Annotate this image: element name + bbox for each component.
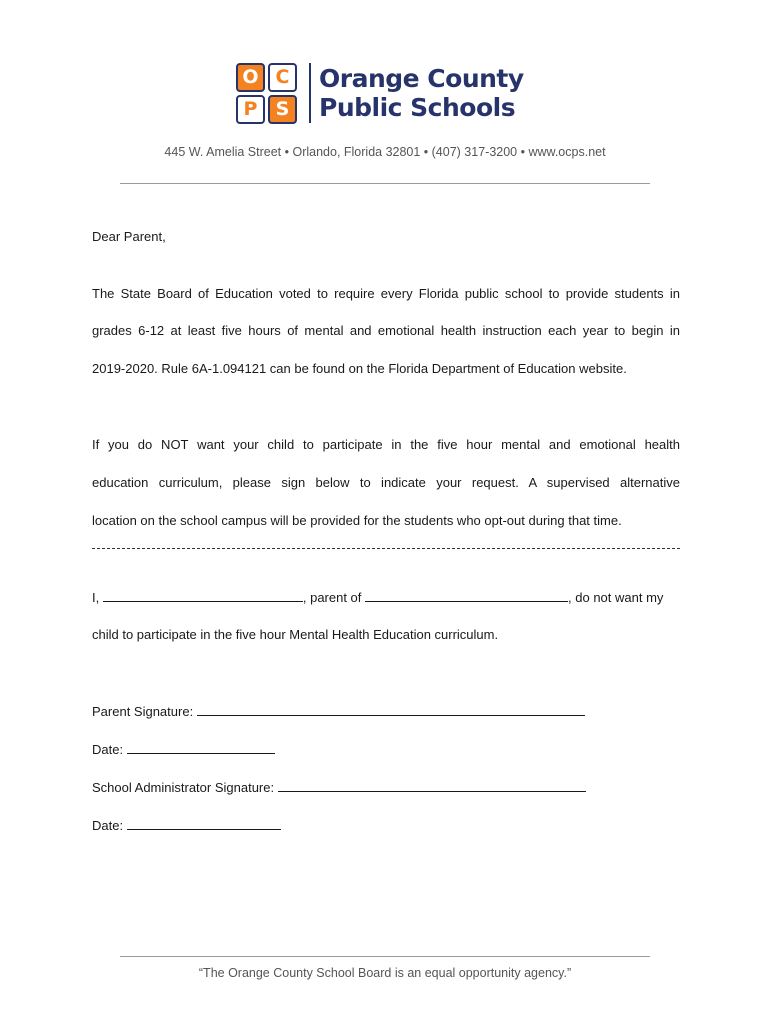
optout-statement-line2: child to participate in the five hour Mental Health Education curriculum. xyxy=(92,627,499,642)
optout-middle: , parent of xyxy=(302,590,362,605)
logo-letter-o: O xyxy=(236,63,265,92)
logo-wordmark xyxy=(319,64,524,122)
date-row-2 xyxy=(92,817,680,833)
logo-letter-c: C xyxy=(268,63,297,92)
ocps-logo-mark xyxy=(236,63,297,124)
date-label-1: Date: xyxy=(92,742,124,757)
logo-name-line1: Orange County xyxy=(319,64,524,93)
paragraph1-line3: 2019-2020. Rule 6A-1.094121 can be found on the Florida Department of Education website. xyxy=(92,361,627,376)
admin-signature-row xyxy=(92,779,680,795)
salutation: Dear Parent, xyxy=(92,229,166,244)
parent-signature-label: Parent Signature: xyxy=(92,704,194,719)
date-row-1 xyxy=(92,741,680,757)
date-field-1[interactable] xyxy=(127,741,275,754)
paragraph2-line2: education curriculum, please sign below to indicate your request. A supervised alternative xyxy=(92,475,680,490)
logo-letter-p: P xyxy=(236,95,265,124)
parent-signature-row xyxy=(92,703,680,719)
paragraph1-line2: grades 6-12 at least five hours of mental and emotional health instruction each year to begin in xyxy=(92,323,680,338)
paragraph2-line1: If you do NOT want your child to participate in the five hour mental and emotional health xyxy=(92,437,680,452)
header-rule xyxy=(120,183,650,184)
optout-statement-line1 xyxy=(92,589,680,605)
date-field-2[interactable] xyxy=(127,817,281,830)
paragraph2-line3: location on the school campus will be provided for the students who opt-out during that time. xyxy=(92,513,622,528)
letterhead-address: 445 W. Amelia Street • Orlando, Florida 32801 • (407) 317-3200 • www.ocps.net xyxy=(164,145,606,159)
optout-prefix: I, xyxy=(92,590,100,605)
child-name-field[interactable] xyxy=(365,589,568,602)
parent-name-field[interactable] xyxy=(103,589,303,602)
footer-rule xyxy=(120,956,650,957)
date-label-2: Date: xyxy=(92,818,124,833)
admin-signature-field[interactable] xyxy=(278,779,586,792)
logo-letter-s: S xyxy=(268,95,297,124)
parent-signature-field[interactable] xyxy=(197,703,585,716)
cut-line xyxy=(92,548,680,549)
ocps-logo xyxy=(236,62,524,124)
optout-suffix: , do not want my xyxy=(568,590,664,605)
footer-statement: “The Orange County School Board is an equal opportunity agency.” xyxy=(198,966,572,980)
admin-signature-label: School Administrator Signature: xyxy=(92,780,275,795)
logo-name-line2: Public Schools xyxy=(319,93,516,122)
paragraph1-line1: The State Board of Education voted to require every Florida public school to provide students in xyxy=(92,286,680,301)
logo-divider xyxy=(309,63,311,123)
